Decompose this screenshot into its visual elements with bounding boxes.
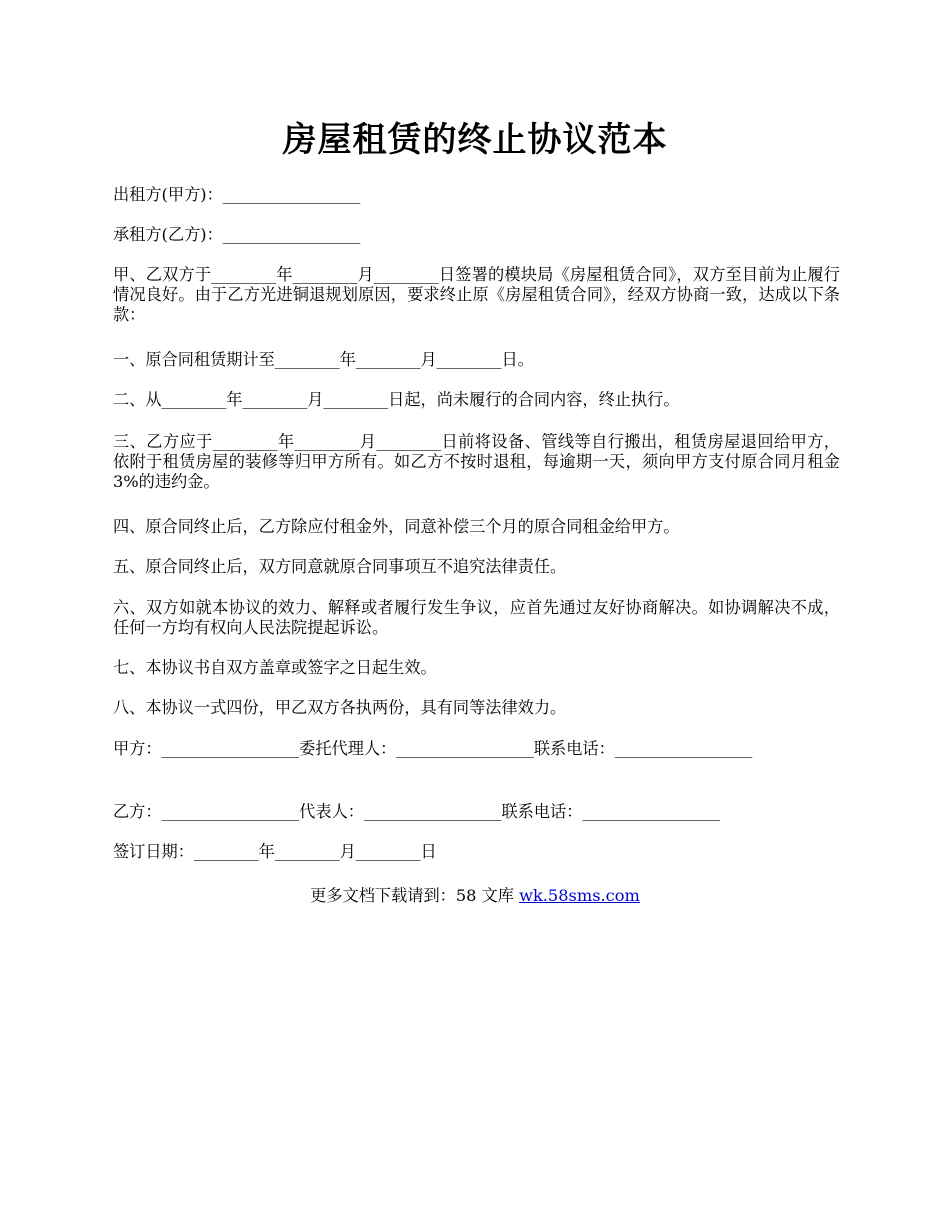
footer [0, 882, 950, 906]
party-a-signature-line: 甲方：_________________委托代理人：_________________联系电话：_________________ [113, 739, 753, 758]
clause-4: 四、原合同终止后，乙方除应付租金外，同意补偿三个月的原合同租金给甲方。 [113, 517, 680, 536]
clause-3: 三、乙方应于________年________月________日前将设备、管线等自行搬出，租赁房屋退回给甲方，依附于租赁房屋的装修等归甲方所有。如乙方不按时退租，每逾期一天，须向甲方支付原合同月租金 3%的违约金。 [113, 432, 840, 491]
lessor-line: 出租方(甲方)：_________________ [113, 185, 361, 204]
clause-5: 五、原合同终止后，双方同意就原合同事项互不追究法律责任。 [113, 557, 567, 576]
document-title: 房屋租赁的终止协议范本 [282, 120, 668, 160]
footer-link[interactable]: wk.58sms.com [519, 886, 640, 905]
clause-6: 六、双方如就本协议的效力、解释或者履行发生争议，应首先通过友好协商解决。如协调解决不成，任何一方均有权向人民法院提起诉讼。 [113, 598, 840, 637]
clause-1: 一、原合同租赁期计至________年________月________日。 [113, 350, 534, 369]
signing-date-line: 签订日期：________年________月________日 [113, 842, 437, 861]
footer-text: 更多文档下载请到：58 文库 [310, 886, 520, 905]
clause-2: 二、从________年________月________日起，尚未履行的合同内容，终止执行。 [113, 390, 680, 409]
intro-paragraph: 甲、乙双方于________年________月________日签署的模块局《房屋租赁合同》，双方至目前为止履行情况良好。由于乙方光进铜退规划原因，要求终止原《房屋租赁合同》，经双方协商一致，达成以下条款： [113, 265, 840, 324]
party-b-signature-line: 乙方：_________________代表人：_________________联系电话：_________________ [113, 802, 721, 821]
clause-7: 七、本协议书自双方盖章或签字之日起生效。 [113, 658, 437, 677]
lessee-line: 承租方(乙方)：_________________ [113, 225, 361, 244]
clause-8: 八、本协议一式四份，甲乙双方各执两份，具有同等法律效力。 [113, 698, 567, 717]
